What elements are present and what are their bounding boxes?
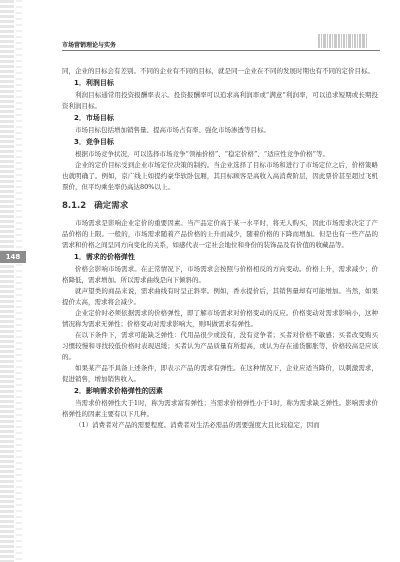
paragraph: 市场需求是影响企业定价的重要因素。当产品定价高于某一水平时，将无人购买，因此市场需求决定了产品价格的上限。一般的，市场需求随着产品价格的上升而减少，随着价格的下降而增加。但是也有一些产品的需求和价格之间呈同方向变化的关系，如感代表一定社会地位和身份的装饰品及有价值的收藏品等。 (62, 219, 378, 249)
paragraph: 企业定价时必须依据需求的价格弹性，即了解市场需求对价格变动的反应。价格变动对需求影响小，这种情况称为需求无弹性；价格变动对需求影响大，则叫做需求有弹性。 (62, 309, 378, 328)
running-title: 市场营销理论与实务 (62, 42, 117, 49)
paragraph: 企业的定价目标受到企业市场定位决策的制约。当企业选择了目标市场和进行了市场定位之后，价格策略也就明确了。例如，京广线上如提约豪华软卧包厢，其目标顾客是高收入高消费阶层，因此票价甚至超过飞机票价，但平均乘坐率仍高达80%以上。 (62, 161, 378, 191)
paragraph: 同，企业的目标会有差别。不同的企业有不同的目标，就是同一企业在不同的发展时期也有不同的定价目标。 (62, 67, 374, 75)
paragraph: 价格会影响市场需求。在正常情况下，市场需求会按照与价格相反的方向变动。价格上升，需求减少；价格降低，需求增加。所以需求曲线是向下倾斜的。 (62, 265, 378, 284)
paragraph: 当需求价格弹性大于1时，称为需求富有弹性；当需求价格弹性小于1时，称为需求缺乏弹性。影响需求价格弹性的因素主要有以下几种。 (62, 399, 378, 418)
page-header (0, 0, 400, 64)
paragraph: （1）消费者对产品的需要程度。消费者对生活必需品的需要强度大且比较稳定，因而 (75, 421, 320, 429)
subheading: 1．需求的价格弹性 (74, 253, 135, 261)
section-heading (62, 200, 378, 213)
paragraph: 在以下条件下，需求可能缺乏弹性：代用品很少或没有，没有竞争者；买者对价格不敏感；买者改变购买习惯较慢和寻找较低价格时表现迟缓；买者认为产品质量有所提高，或认为存在通货膨胀等，价格较高是应该的。 (62, 331, 378, 361)
page-body (62, 66, 378, 431)
paragraph: 如果某产品不具备上述条件，即表示产品的需求有弹性。在这种情况下，企业应适当降价，以刺激需求，促进销售，增加销售收入。 (62, 364, 378, 383)
header-barcode-decoration (318, 34, 378, 48)
header-rule (62, 50, 380, 51)
section-number: 8.1.2 (62, 201, 87, 211)
margin-decoration (0, 0, 14, 562)
subheading: 1．利润目标 (74, 79, 114, 87)
paragraph: 市场目标包括增加销售量、提高市场占有率、强化市场渗透等目标。 (75, 126, 270, 134)
page-number: 148 (0, 251, 26, 263)
subheading: 2．市场目标 (74, 114, 114, 122)
paragraph: 根据市场竞争状况，可以选择市场竞争“领袖价格”、“稳定价格”、“适应性竞争价格”等。 (75, 150, 329, 158)
subheading: 2．影响需求价格弹性的因素 (74, 387, 163, 395)
margin-decoration-inner (16, 0, 22, 562)
paragraph: 就声望类的商品来说，需求曲线有时呈正斜率。例如，香水提价后，其销售量却有可能增加。当然，如果提价太高，需求将会减少。 (62, 287, 378, 306)
section-title: 确定需求 (94, 201, 129, 211)
paragraph: 利润目标通常用投资报酬率表示。投资报酬率可以追求高利润率或“满意”利润率，可以追求短期或长期投资利润目标。 (62, 91, 378, 110)
subheading: 3．竞争目标 (74, 138, 114, 146)
